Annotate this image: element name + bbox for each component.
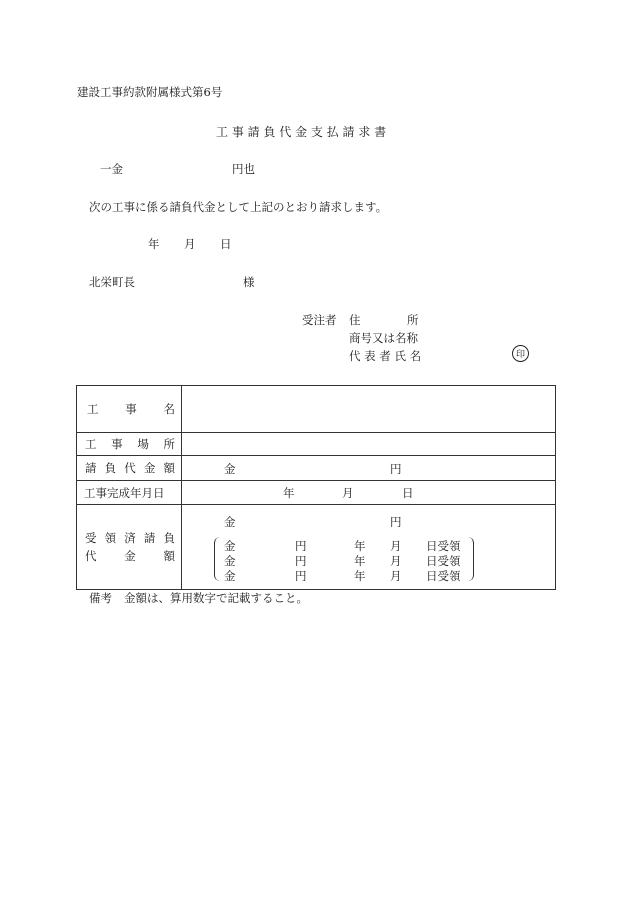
addressee-honorific: 様 xyxy=(243,275,255,289)
form-number: 建設工事約款附属様式第6号 xyxy=(77,85,223,99)
value-project-name xyxy=(182,386,556,433)
completion-month: 月 xyxy=(342,486,354,500)
value-contract-amount xyxy=(182,456,556,481)
received-total-yen: 円 xyxy=(390,515,402,529)
request-table xyxy=(76,385,556,590)
table-row-project-name xyxy=(77,386,556,433)
document-title: 工 事 請 負 代 金 支 払 請 求 書 xyxy=(216,125,387,139)
label-completion-date: 工事完成年月日 xyxy=(77,481,182,505)
table-row-received-amount xyxy=(77,505,556,590)
label-contract-amount: 請 負 代 金 額 xyxy=(77,456,182,481)
amount-suffix: 円也 xyxy=(232,162,255,176)
contractor-label: 受注者 xyxy=(302,313,337,327)
table-row-project-site xyxy=(77,433,556,456)
completion-day: 日 xyxy=(402,486,414,500)
contract-kin: 金 xyxy=(224,462,236,476)
request-statement: 次の工事に係る請負代金として上記のとおり請求します。 xyxy=(89,200,388,214)
table-row-contract-amount xyxy=(77,456,556,481)
date-year: 年 xyxy=(148,237,160,251)
left-bracket xyxy=(214,537,221,581)
date-month: 月 xyxy=(184,237,196,251)
amount-prefix: 一金 xyxy=(100,162,123,176)
label-received-amount: 受 領 済 請 負 代 金 額 xyxy=(77,505,182,590)
note-text: 金額は、算用数字で記載すること。 xyxy=(124,591,308,605)
seal-mark: 印 xyxy=(512,345,529,362)
right-bracket xyxy=(467,537,474,581)
completion-year: 年 xyxy=(283,486,295,500)
contract-yen: 円 xyxy=(390,462,402,476)
address-label-1: 住 xyxy=(349,313,361,327)
value-completion-date xyxy=(182,481,556,505)
company-name-label: 商号又は名称 xyxy=(349,331,418,345)
label-project-name: 工 事 名 xyxy=(77,386,182,433)
table-row-completion-date xyxy=(77,481,556,505)
value-project-site xyxy=(182,433,556,456)
representative-label: 代 表 者 氏 名 xyxy=(349,349,422,363)
received-total-kin: 金 xyxy=(224,515,236,529)
label-project-site: 工 事 場 所 xyxy=(77,433,182,456)
addressee-name: 北栄町長 xyxy=(89,275,135,289)
note-label: 備考 xyxy=(89,591,112,605)
value-received-amount: 金 円 金 円 年 月 日受領 金 円 年 月 日受領 金 円 年 月 日受領 xyxy=(182,505,556,590)
address-label-2: 所 xyxy=(407,313,419,327)
date-day: 日 xyxy=(220,237,232,251)
